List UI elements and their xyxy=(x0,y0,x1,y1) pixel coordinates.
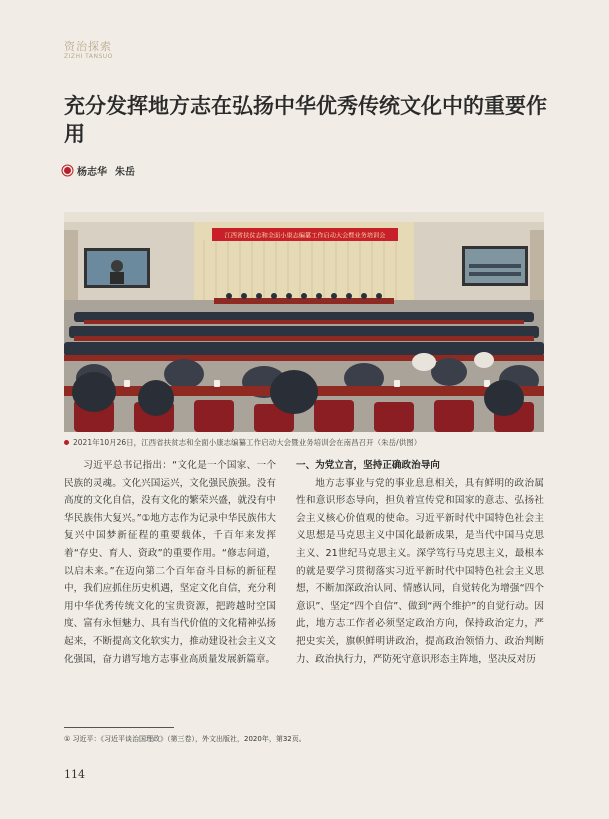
section-heading: 一、为党立言，坚持正确政治导向 xyxy=(296,460,440,471)
photo-caption xyxy=(64,437,544,448)
meeting-photo xyxy=(64,212,544,432)
body-paragraph: 习近平总书记指出：“文化是一个国家、一个民族的灵魂。文化兴国运兴，文化强民族强。没有高度的文化自信，没有文化的繁荣兴盛，就没有中华民族伟大复兴。”①地方志作为记录中华民族伟大复兴中国梦新征程的重要载体，千百年来发挥着“存史、育人、资政”的重要作用。“修志问道，以启未来。”在迈向第二个百年奋斗目标的新征程中，我们应抓住历史机遇，坚定文化自信，充分利用中华优秀传统文化的宝贵资源，把跨越时空国度、富有永恒魅力、具有当代价值的文化精神弘扬起来，不断提高文化软实力，推动建设社会主义文化强国，奋力谱写地方志事业高质量发展新篇章。 xyxy=(64,460,276,665)
caption-text: 2021年10月26日，江西省扶贫志和全面小康志编纂工作启动大会暨业务培训会在南昌召开（朱岳/供图） xyxy=(73,438,422,447)
author-line xyxy=(64,163,143,178)
author-name: 杨志华 xyxy=(77,167,107,178)
body-paragraph: 地方志事业与党的事业息息相关，具有鲜明的政治属性和意识形态导向，担负着宣传党和国家的意志、弘扬社会主义核心价值观的使命。习近平新时代中国特色社会主义思想是马克思主义中国化最新成果，是当代中国马克思主义、21世纪马克思主义。深学笃行马克思主义，最根本的就是要学习贯彻落实习近平新时代中国特色社会主义思想，不断加深政治认同、情感认同，自觉转化为增强“四个意识”、坚定“四个自信”、做到“两个维护”的自觉行动。因此，地方志工作者必须坚定政治方向，保持政治定力，严把史实关，旗帜鲜明讲政治，提高政治领悟力、政治判断力、政治执行力，严防死守意识形态主阵地，坚决反对历 xyxy=(296,477,544,665)
footnote-rule xyxy=(64,727,174,728)
page-number: 114 xyxy=(64,768,85,781)
footnote: ① 习近平：《习近平谈治国理政》（第三卷），外文出版社，2020年，第32页。 xyxy=(64,735,306,743)
author-bullet-icon xyxy=(64,167,71,174)
right-column xyxy=(296,457,544,668)
photo-banner-text: 江西省扶贫志和全面小康志编纂工作启动大会暨业务培训会 xyxy=(224,232,386,240)
column-name-en: ZIZHI TANSUO xyxy=(64,53,113,60)
column-tag xyxy=(64,40,113,61)
caption-bullet-icon xyxy=(64,440,69,445)
column-name-cn: 资治探索 xyxy=(64,40,112,53)
article-title: 充分发挥地方志在弘扬中华优秀传统文化中的重要作用 xyxy=(64,94,547,146)
author-name: 朱岳 xyxy=(115,167,135,178)
left-column xyxy=(64,457,276,668)
